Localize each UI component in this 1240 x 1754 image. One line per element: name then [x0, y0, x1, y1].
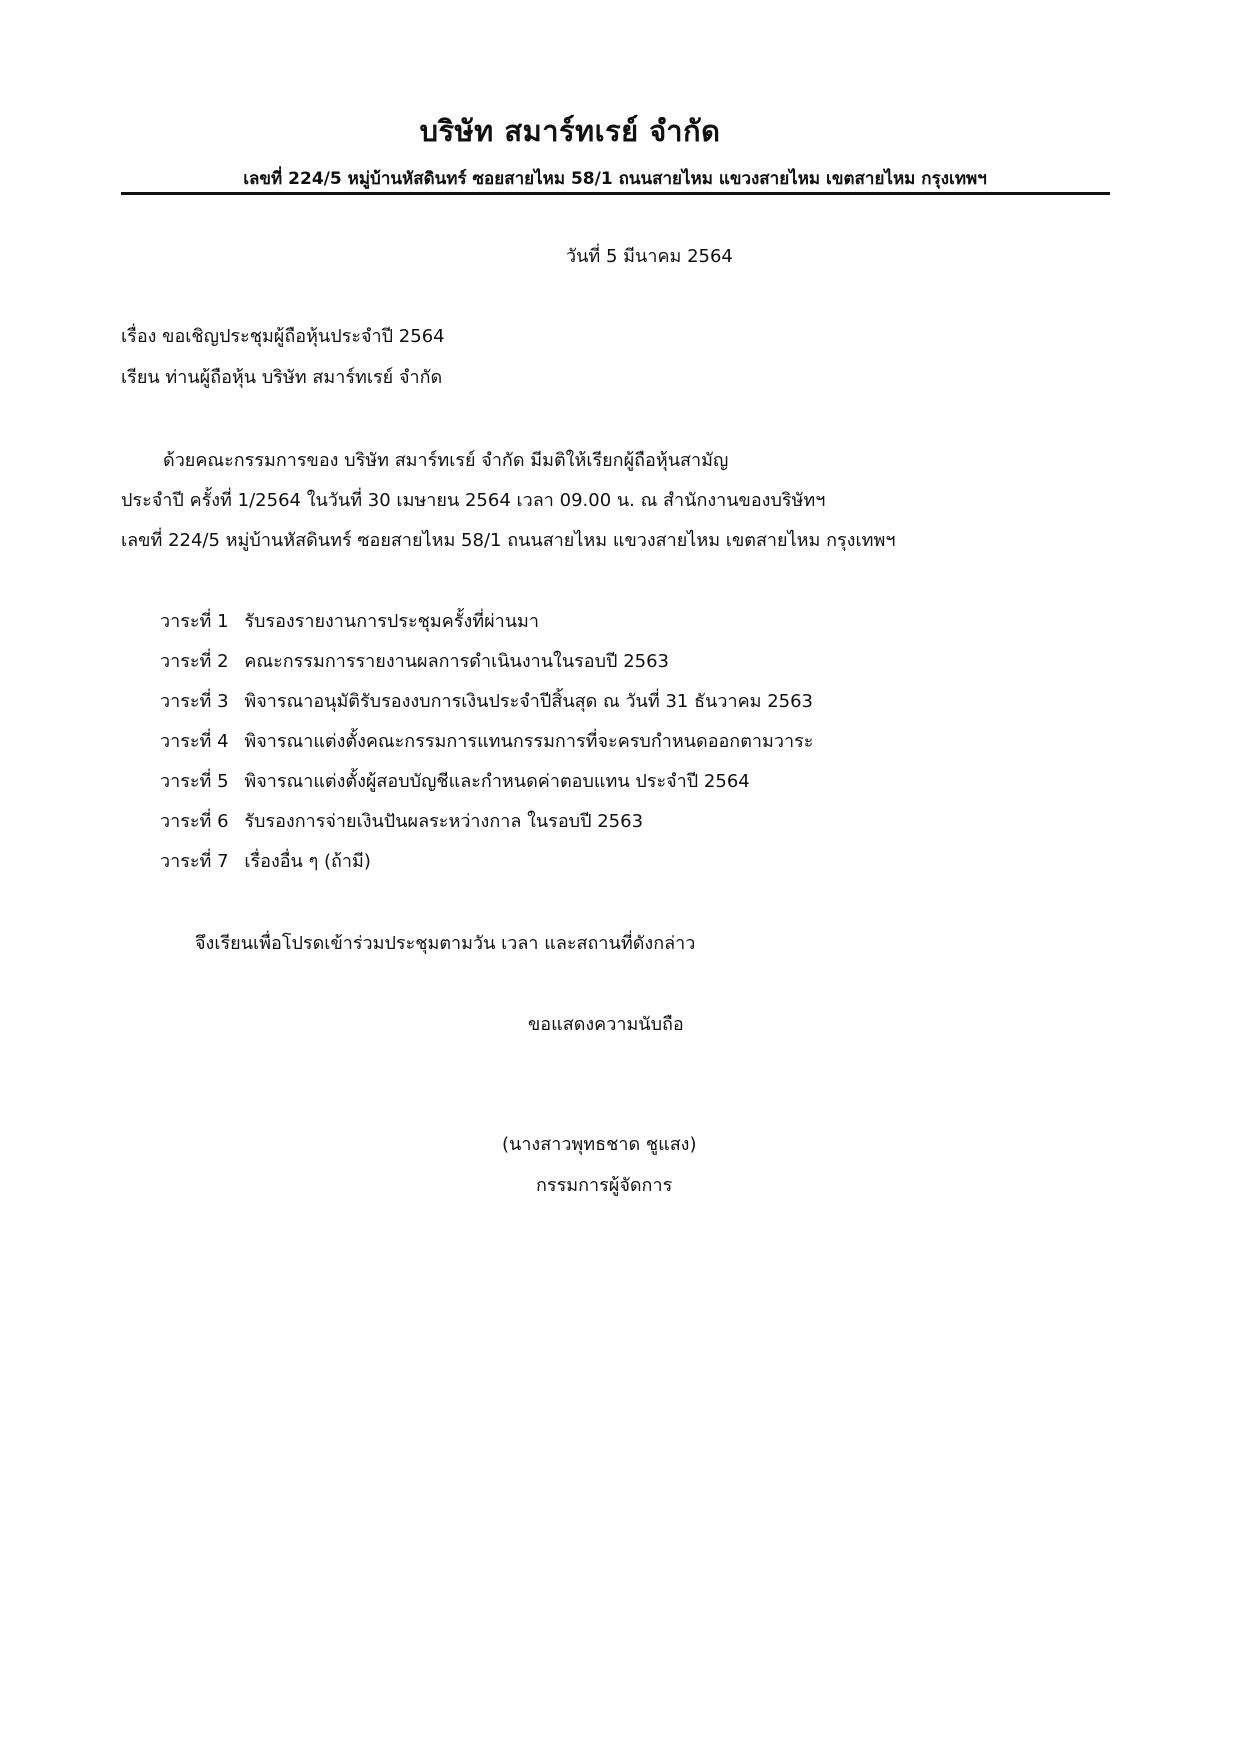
- agenda-item: [160, 728, 813, 768]
- agenda-number: วาระที่ 3: [160, 691, 229, 712]
- signer-name: (นางสาวพุทธชาด ชูแสง): [502, 1134, 697, 1155]
- agenda-number: วาระที่ 5: [160, 771, 229, 792]
- agenda-number: วาระที่ 6: [160, 811, 229, 832]
- agenda-number: วาระที่ 2: [160, 651, 229, 672]
- body-paragraph-line: เลขที่ 224/5 หมู่บ้านหัสดินทร์ ซอยสายไหม 58/1 ถนนสายไหม แขวงสายไหม เขตสายไหม กรุงเทพฯ: [121, 530, 896, 551]
- agenda-text: เรื่องอื่น ๆ (ถ้ามี): [244, 851, 371, 872]
- agenda-item: [160, 848, 813, 888]
- agenda-text: พิจารณาแต่งตั้งคณะกรรมการแทนกรรมการที่จะครบกำหนดออกตามวาระ: [244, 731, 814, 752]
- agenda-text: พิจารณาอนุมัติรับรองงบการเงินประจำปีสิ้นสุด ณ วันที่ 31 ธันวาคม 2563: [244, 691, 814, 712]
- regards-line: ขอแสดงความนับถือ: [528, 1014, 684, 1035]
- letter-date: วันที่ 5 มีนาคม 2564: [566, 246, 733, 267]
- agenda-number: วาระที่ 7: [160, 851, 229, 872]
- company-name: บริษัท สมาร์ทเรย์ จำกัด: [419, 114, 721, 148]
- letter-recipient: เรียน ท่านผู้ถือหุ้น บริษัท สมาร์ทเรย์ จำกัด: [121, 367, 443, 388]
- agenda-text: รับรองรายงานการประชุมครั้งที่ผ่านมา: [244, 611, 540, 632]
- header-divider: [121, 192, 1110, 195]
- letter-subject: เรื่อง ขอเชิญประชุมผู้ถือหุ้นประจำปี 2564: [121, 326, 445, 347]
- body-paragraph-line: ประจำปี ครั้งที่ 1/2564 ในวันที่ 30 เมษายน 2564 เวลา 09.00 น. ณ สำนักงานของบริษัทฯ: [121, 490, 826, 511]
- agenda-text: พิจารณาแต่งตั้งผู้สอบบัญชีและกำหนดค่าตอบแทน ประจำปี 2564: [244, 771, 750, 792]
- agenda-item: [160, 808, 813, 848]
- closing-sentence: จึงเรียนเพื่อโปรดเข้าร่วมประชุมตามวัน เวลา และสถานที่ดังกล่าว: [195, 933, 696, 954]
- agenda-list: [160, 608, 813, 888]
- agenda-item: [160, 768, 813, 808]
- agenda-item: [160, 608, 813, 648]
- agenda-text: รับรองการจ่ายเงินปันผลระหว่างกาล ในรอบปี 2563: [244, 811, 644, 832]
- body-paragraph-line: ด้วยคณะกรรมการของ บริษัท สมาร์ทเรย์ จำกัด มีมติให้เรียกผู้ถือหุ้นสามัญ: [163, 450, 729, 471]
- agenda-item: [160, 688, 813, 728]
- agenda-text: คณะกรรมการรายงานผลการดำเนินงานในรอบปี 2563: [244, 651, 669, 672]
- agenda-number: วาระที่ 4: [160, 731, 229, 752]
- signer-title: กรรมการผู้จัดการ: [536, 1175, 673, 1196]
- company-address: เลขที่ 224/5 หมู่บ้านหัสดินทร์ ซอยสายไหม 58/1 ถนนสายไหม แขวงสายไหม เขตสายไหม กรุงเทพฯ: [243, 169, 987, 189]
- agenda-item: [160, 648, 813, 688]
- agenda-number: วาระที่ 1: [160, 611, 229, 632]
